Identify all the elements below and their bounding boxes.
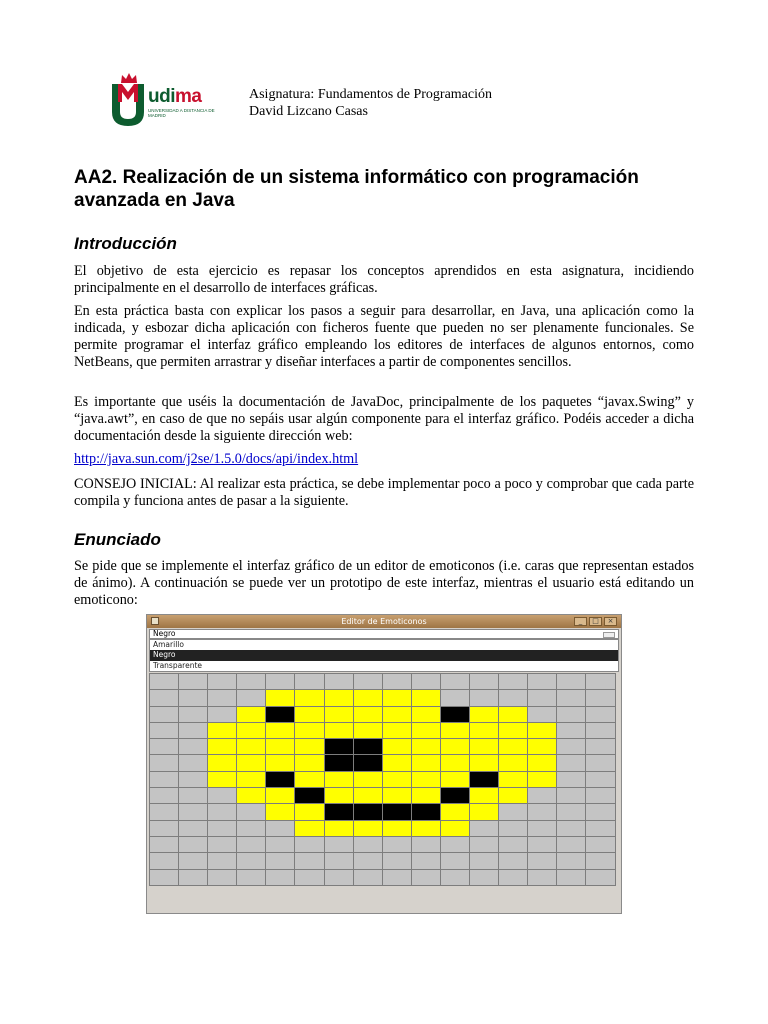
- pixel-cell[interactable]: [411, 869, 441, 886]
- pixel-cell[interactable]: [324, 754, 354, 771]
- pixel-cell[interactable]: [149, 754, 179, 771]
- pixel-cell[interactable]: [353, 820, 383, 837]
- pixel-cell[interactable]: [556, 706, 586, 723]
- pixel-cell[interactable]: [294, 803, 324, 820]
- pixel-cell[interactable]: [178, 787, 208, 804]
- pixel-cell[interactable]: [324, 689, 354, 706]
- logo-subtitle: UNIVERSIDAD A DISTANCIA DE MADRID: [148, 108, 215, 118]
- pixel-cell[interactable]: [353, 673, 383, 690]
- pixel-cell[interactable]: [353, 852, 383, 869]
- option-transparente[interactable]: Transparente: [153, 660, 203, 670]
- pixel-cell[interactable]: [382, 836, 412, 853]
- pixel-cell[interactable]: [178, 771, 208, 788]
- pixel-cell[interactable]: [149, 820, 179, 837]
- pixel-cell[interactable]: [236, 754, 266, 771]
- pixel-cell[interactable]: [353, 869, 383, 886]
- emoticon-editor-screenshot: [146, 614, 622, 914]
- pixel-cell[interactable]: [207, 738, 237, 755]
- pixel-cell[interactable]: [294, 869, 324, 886]
- pixel-cell[interactable]: [498, 738, 528, 755]
- pixel-cell[interactable]: [556, 836, 586, 853]
- chevron-down-icon[interactable]: [603, 632, 615, 638]
- pixel-cell[interactable]: [556, 869, 586, 886]
- pixel-cell[interactable]: [149, 673, 179, 690]
- pixel-cell[interactable]: [556, 754, 586, 771]
- pixel-cell[interactable]: [411, 738, 441, 755]
- pixel-grid: [149, 673, 615, 885]
- pixel-cell[interactable]: [294, 836, 324, 853]
- pixel-cell[interactable]: [353, 803, 383, 820]
- pixel-cell[interactable]: [556, 689, 586, 706]
- pixel-cell[interactable]: [353, 787, 383, 804]
- pixel-cell[interactable]: [585, 771, 615, 788]
- option-negro[interactable]: Negro: [150, 650, 618, 660]
- pixel-cell[interactable]: [294, 820, 324, 837]
- pixel-cell[interactable]: [411, 722, 441, 739]
- pixel-cell[interactable]: [149, 706, 179, 723]
- pixel-cell[interactable]: [353, 754, 383, 771]
- pixel-cell[interactable]: [498, 673, 528, 690]
- pixel-cell[interactable]: [585, 706, 615, 723]
- pixel-cell[interactable]: [265, 820, 295, 837]
- pixel-cell[interactable]: [440, 869, 470, 886]
- pixel-cell[interactable]: [527, 673, 557, 690]
- pixel-cell[interactable]: [324, 738, 354, 755]
- pixel-cell[interactable]: [353, 706, 383, 723]
- pixel-cell[interactable]: [527, 771, 557, 788]
- pixel-cell[interactable]: [469, 689, 499, 706]
- pixel-cell[interactable]: [178, 803, 208, 820]
- pixel-cell[interactable]: [149, 771, 179, 788]
- pixel-cell[interactable]: [440, 803, 470, 820]
- pixel-cell[interactable]: [353, 836, 383, 853]
- pixel-cell[interactable]: [324, 820, 354, 837]
- pixel-cell[interactable]: [236, 852, 266, 869]
- pixel-cell[interactable]: [556, 803, 586, 820]
- pixel-cell[interactable]: [324, 836, 354, 853]
- pixel-cell[interactable]: [411, 689, 441, 706]
- pixel-cell[interactable]: [469, 722, 499, 739]
- pixel-cell[interactable]: [324, 803, 354, 820]
- pixel-cell[interactable]: [585, 689, 615, 706]
- pixel-cell[interactable]: [469, 738, 499, 755]
- pixel-cell[interactable]: [382, 787, 412, 804]
- pixel-cell[interactable]: [178, 689, 208, 706]
- pixel-cell[interactable]: [353, 771, 383, 788]
- pixel-cell[interactable]: [178, 852, 208, 869]
- pixel-cell[interactable]: [265, 803, 295, 820]
- pixel-cell[interactable]: [411, 771, 441, 788]
- pixel-cell[interactable]: [440, 771, 470, 788]
- pixel-cell[interactable]: [149, 836, 179, 853]
- pixel-cell[interactable]: [294, 738, 324, 755]
- pixel-cell[interactable]: [469, 706, 499, 723]
- pixel-cell[interactable]: [207, 706, 237, 723]
- pixel-cell[interactable]: [498, 869, 528, 886]
- pixel-cell[interactable]: [149, 852, 179, 869]
- pixel-cell[interactable]: [382, 771, 412, 788]
- pixel-cell[interactable]: [527, 852, 557, 869]
- combo-value: Negro: [153, 629, 176, 638]
- enunciado-paragraph-1: Se pide que se implemente el interfaz gráfico de un editor de emoticonos (i.e. caras que representan estados de ánimo). A continuación se puede ver un prototipo de este interfaz, mientras el usuario está editando un emoticono:: [74, 558, 694, 608]
- pixel-cell[interactable]: [585, 803, 615, 820]
- pixel-cell[interactable]: [149, 869, 179, 886]
- pixel-cell[interactable]: [440, 852, 470, 869]
- pixel-cell[interactable]: [236, 771, 266, 788]
- pixel-cell[interactable]: [236, 738, 266, 755]
- intro-paragraph-4: CONSEJO INICIAL: Al realizar esta práctica, se debe implementar poco a poco y comprobar que cada parte compila y funciona antes de pasar a la siguiente.: [74, 476, 694, 509]
- pixel-cell[interactable]: [207, 771, 237, 788]
- pixel-cell[interactable]: [498, 771, 528, 788]
- pixel-cell[interactable]: [178, 706, 208, 723]
- pixel-cell[interactable]: [585, 738, 615, 755]
- intro-heading: Introducción: [74, 234, 177, 253]
- pixel-cell[interactable]: [265, 689, 295, 706]
- pixel-cell[interactable]: [207, 754, 237, 771]
- pixel-cell[interactable]: [353, 722, 383, 739]
- pixel-cell[interactable]: [585, 754, 615, 771]
- pixel-cell[interactable]: [178, 836, 208, 853]
- pixel-cell[interactable]: [411, 836, 441, 853]
- pixel-cell[interactable]: [556, 820, 586, 837]
- pixel-cell[interactable]: [382, 820, 412, 837]
- pixel-cell[interactable]: [265, 738, 295, 755]
- pixel-cell[interactable]: [527, 803, 557, 820]
- pixel-cell[interactable]: [527, 754, 557, 771]
- pixel-cell[interactable]: [294, 689, 324, 706]
- pixel-cell[interactable]: [411, 787, 441, 804]
- pixel-cell[interactable]: [527, 706, 557, 723]
- pixel-cell[interactable]: [207, 836, 237, 853]
- pixel-cell[interactable]: [294, 722, 324, 739]
- pixel-cell[interactable]: [207, 787, 237, 804]
- intro-paragraph-3: Es importante que uséis la documentación de JavaDoc, principalmente de los paquetes “javax.Swing” y “java.awt”, en caso de que no sepáis usar algún componente para el interfaz gráfico. Podéis acceder a dicha documentación desde la siguiente dirección web:: [74, 394, 694, 444]
- pixel-cell[interactable]: [207, 722, 237, 739]
- author-line: David Lizcano Casas: [249, 104, 368, 119]
- pixel-cell[interactable]: [207, 673, 237, 690]
- pixel-cell[interactable]: [149, 787, 179, 804]
- mu-emblem-icon: [108, 82, 148, 128]
- pixel-cell[interactable]: [411, 706, 441, 723]
- pixel-cell[interactable]: [294, 787, 324, 804]
- pixel-cell[interactable]: [498, 787, 528, 804]
- pixel-cell[interactable]: [236, 787, 266, 804]
- pixel-cell[interactable]: [585, 722, 615, 739]
- pixel-cell[interactable]: [382, 706, 412, 723]
- pixel-cell[interactable]: [382, 689, 412, 706]
- pixel-cell[interactable]: [556, 722, 586, 739]
- pixel-cell[interactable]: [207, 869, 237, 886]
- subject-line: Asignatura: Fundamentos de Programación: [249, 87, 493, 102]
- option-amarillo[interactable]: Amarillo: [153, 640, 184, 649]
- pixel-cell[interactable]: [294, 706, 324, 723]
- pixel-cell[interactable]: [265, 706, 295, 723]
- pixel-cell[interactable]: [469, 771, 499, 788]
- pixel-cell[interactable]: [236, 673, 266, 690]
- pixel-cell[interactable]: [585, 787, 615, 804]
- pixel-cell[interactable]: [411, 803, 441, 820]
- pixel-cell[interactable]: [469, 852, 499, 869]
- pixel-cell[interactable]: [556, 738, 586, 755]
- pixel-cell[interactable]: [585, 852, 615, 869]
- pixel-cell[interactable]: [353, 689, 383, 706]
- intro-paragraph-2: En esta práctica basta con explicar los pasos a seguir para desarrollar, en Java, una aplicación como la indicada, y esbozar dicha aplicación con ficheros fuente que pueden no ser plenamente funcionales. Se permite programar el interfaz gráfico empleando los editores de interfaces de algunos entornos, como NetBeans, que permiten arrastrar y diseñar interfaces a partir de componentes sencillos.: [74, 303, 694, 370]
- pixel-cell[interactable]: [440, 689, 470, 706]
- pixel-cell[interactable]: [440, 738, 470, 755]
- pixel-cell[interactable]: [265, 771, 295, 788]
- pixel-cell[interactable]: [236, 803, 266, 820]
- pixel-cell[interactable]: [324, 771, 354, 788]
- pixel-cell[interactable]: [498, 803, 528, 820]
- pixel-cell[interactable]: [265, 722, 295, 739]
- javadoc-link[interactable]: http://java.sun.com/j2se/1.5.0/docs/api/index.html: [74, 451, 359, 467]
- pixel-cell[interactable]: [440, 820, 470, 837]
- pixel-cell[interactable]: [527, 836, 557, 853]
- pixel-cell[interactable]: [149, 738, 179, 755]
- color-dropdown-list: [149, 639, 619, 672]
- pixel-cell[interactable]: [236, 836, 266, 853]
- pixel-cell[interactable]: [556, 852, 586, 869]
- pixel-cell[interactable]: [585, 836, 615, 853]
- pixel-cell[interactable]: [178, 722, 208, 739]
- pixel-cell[interactable]: [382, 803, 412, 820]
- header-info: [249, 86, 492, 120]
- pixel-cell[interactable]: [294, 673, 324, 690]
- pixel-cell[interactable]: [207, 852, 237, 869]
- logo-wordmark: udima: [148, 86, 202, 107]
- pixel-cell[interactable]: [411, 852, 441, 869]
- pixel-cell[interactable]: [149, 722, 179, 739]
- pixel-cell[interactable]: [265, 852, 295, 869]
- pixel-cell[interactable]: [236, 869, 266, 886]
- pixel-cell[interactable]: [498, 836, 528, 853]
- enunciado-heading: Enunciado: [74, 530, 161, 549]
- pixel-cell[interactable]: [324, 722, 354, 739]
- pixel-cell[interactable]: [382, 673, 412, 690]
- pixel-cell[interactable]: [527, 869, 557, 886]
- pixel-cell[interactable]: [498, 852, 528, 869]
- pixel-cell[interactable]: [236, 820, 266, 837]
- window-titlebar: [147, 615, 621, 628]
- pixel-cell[interactable]: [498, 754, 528, 771]
- pixel-cell[interactable]: [207, 820, 237, 837]
- pixel-cell[interactable]: [207, 803, 237, 820]
- pixel-cell[interactable]: [178, 869, 208, 886]
- pixel-cell[interactable]: [207, 689, 237, 706]
- pixel-cell[interactable]: [585, 673, 615, 690]
- pixel-cell[interactable]: [324, 787, 354, 804]
- pixel-cell[interactable]: [469, 787, 499, 804]
- pixel-cell[interactable]: [324, 869, 354, 886]
- pixel-cell[interactable]: [469, 673, 499, 690]
- udima-logo: [106, 72, 216, 130]
- pixel-cell[interactable]: [411, 673, 441, 690]
- minimize-icon[interactable]: _: [574, 617, 587, 626]
- intro-paragraph-1: El objetivo de esta ejercicio es repasar los conceptos aprendidos en esta asignatura, incidiendo principalmente en el desarrollo de interfaces gráficas.: [74, 263, 694, 296]
- pixel-cell[interactable]: [498, 689, 528, 706]
- pixel-cell[interactable]: [294, 852, 324, 869]
- pixel-cell[interactable]: [236, 689, 266, 706]
- pixel-cell[interactable]: [411, 754, 441, 771]
- pixel-cell[interactable]: [324, 852, 354, 869]
- pixel-cell[interactable]: [585, 869, 615, 886]
- pixel-cell[interactable]: [527, 787, 557, 804]
- pixel-cell[interactable]: [353, 738, 383, 755]
- document-title: AA2. Realización de un sistema informático con programación avanzada en Java: [74, 167, 639, 211]
- pixel-cell[interactable]: [265, 754, 295, 771]
- pixel-cell[interactable]: [382, 852, 412, 869]
- pixel-cell[interactable]: [324, 706, 354, 723]
- maximize-icon[interactable]: □: [589, 617, 602, 626]
- pixel-cell[interactable]: [440, 754, 470, 771]
- pixel-cell[interactable]: [265, 787, 295, 804]
- pixel-cell[interactable]: [149, 689, 179, 706]
- pixel-cell[interactable]: [469, 820, 499, 837]
- pixel-cell[interactable]: [469, 869, 499, 886]
- window-title: Editor de Emoticonos: [341, 617, 427, 626]
- pixel-cell[interactable]: [265, 673, 295, 690]
- pixel-cell[interactable]: [236, 706, 266, 723]
- pixel-cell[interactable]: [469, 836, 499, 853]
- pixel-cell[interactable]: [440, 722, 470, 739]
- pixel-cell[interactable]: [382, 869, 412, 886]
- pixel-cell[interactable]: [498, 706, 528, 723]
- pixel-cell[interactable]: [527, 738, 557, 755]
- pixel-cell[interactable]: [556, 771, 586, 788]
- pixel-cell[interactable]: [585, 820, 615, 837]
- pixel-cell[interactable]: [178, 754, 208, 771]
- pixel-cell[interactable]: [324, 673, 354, 690]
- pixel-cell[interactable]: [440, 787, 470, 804]
- pixel-cell[interactable]: [498, 722, 528, 739]
- pixel-cell[interactable]: [440, 673, 470, 690]
- pixel-cell[interactable]: [469, 803, 499, 820]
- pixel-cell[interactable]: [236, 722, 266, 739]
- close-icon[interactable]: ×: [604, 617, 617, 626]
- pixel-cell[interactable]: [382, 722, 412, 739]
- pixel-cell[interactable]: [527, 722, 557, 739]
- pixel-cell[interactable]: [265, 869, 295, 886]
- pixel-cell[interactable]: [178, 673, 208, 690]
- pixel-cell[interactable]: [498, 820, 528, 837]
- pixel-cell[interactable]: [178, 820, 208, 837]
- pixel-cell[interactable]: [527, 820, 557, 837]
- pixel-cell[interactable]: [556, 673, 586, 690]
- pixel-cell[interactable]: [178, 738, 208, 755]
- color-combobox[interactable]: [149, 629, 619, 639]
- pixel-cell[interactable]: [265, 836, 295, 853]
- pixel-cell[interactable]: [527, 689, 557, 706]
- pixel-cell[interactable]: [440, 706, 470, 723]
- pixel-cell[interactable]: [411, 820, 441, 837]
- pixel-cell[interactable]: [294, 754, 324, 771]
- pixel-cell[interactable]: [382, 738, 412, 755]
- pixel-cell[interactable]: [382, 754, 412, 771]
- pixel-cell[interactable]: [440, 836, 470, 853]
- pixel-cell[interactable]: [469, 754, 499, 771]
- pixel-cell[interactable]: [556, 787, 586, 804]
- pixel-cell[interactable]: [149, 803, 179, 820]
- pixel-cell[interactable]: [294, 771, 324, 788]
